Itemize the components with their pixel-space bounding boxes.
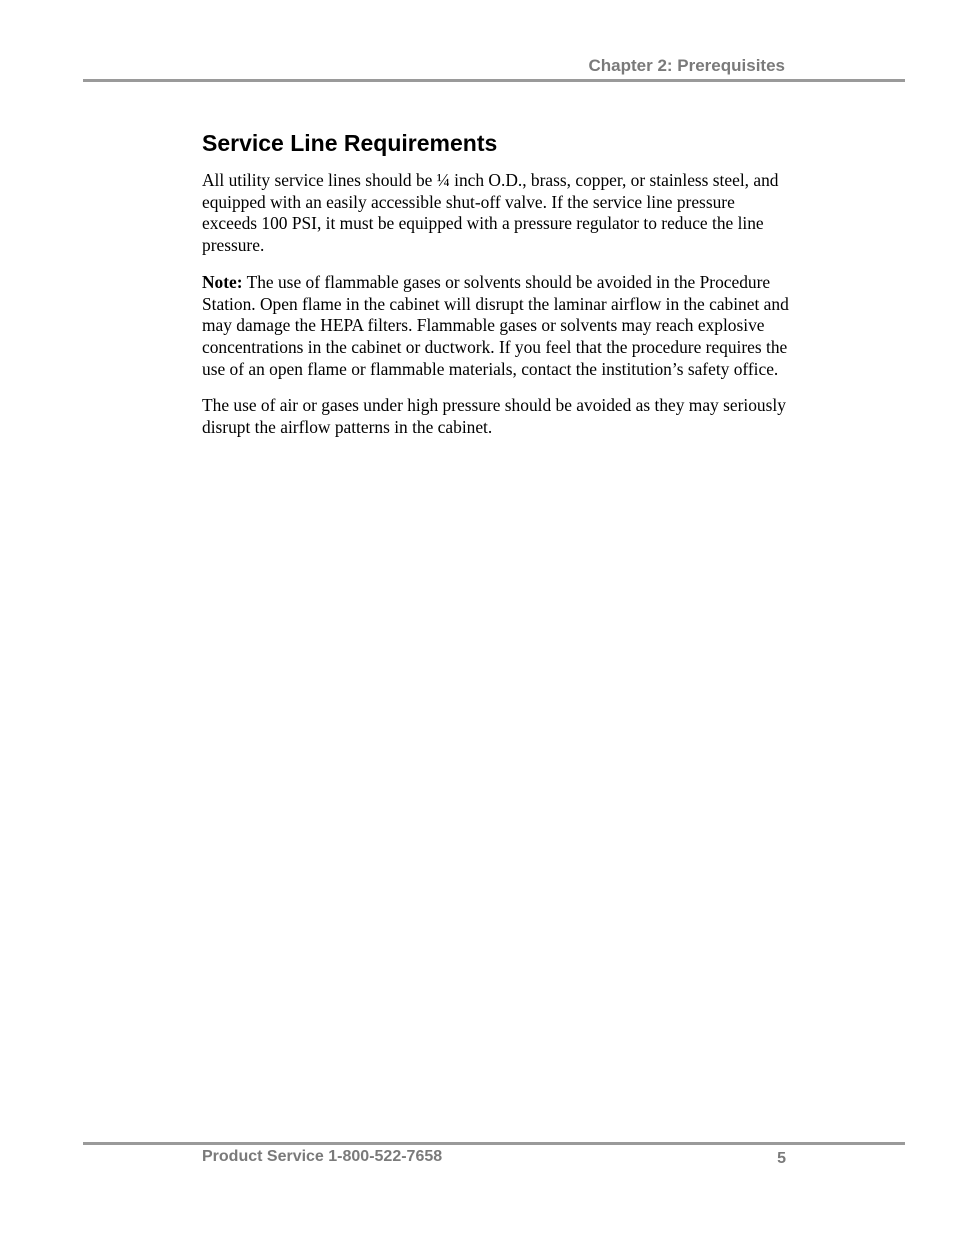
product-service-phone: Product Service 1-800-522-7658 [202, 1148, 443, 1165]
paragraph-high-pressure: The use of air or gases under high pressure should be avoided as they may seriously disrupt the airflow patterns in the cabinet. [202, 395, 786, 438]
page-number: 5 [777, 1150, 786, 1167]
footer-rule [83, 1142, 905, 1145]
chapter-header: Chapter 2: Prerequisites [588, 56, 785, 75]
main-content [202, 130, 792, 454]
note-label: Note: [202, 271, 243, 292]
paragraph-service-lines: All utility service lines should be ¼ inch O.D., brass, copper, or stainless steel, and equipped with an easily accessible shut-off valve. If the service line pressure exceeds 100 PSI, it must be equipped with a pressure regulator to reduce the line pressure. [202, 170, 779, 256]
note-text: The use of flammable gases or solvents should be avoided in the Procedure Station. Open flame in the cabinet will disrupt the laminar airflow in the cabinet and may damage the HEPA filters. Flammable gases or solvents may reach explosive concentrations in the cabinet or ductwork. If you feel that the procedure requires the use of an open flame or flammable materials, contact the institution’s safety office. [202, 271, 789, 379]
header-rule [83, 79, 905, 82]
note-paragraph [202, 272, 792, 381]
section-title: Service Line Requirements [202, 130, 498, 156]
